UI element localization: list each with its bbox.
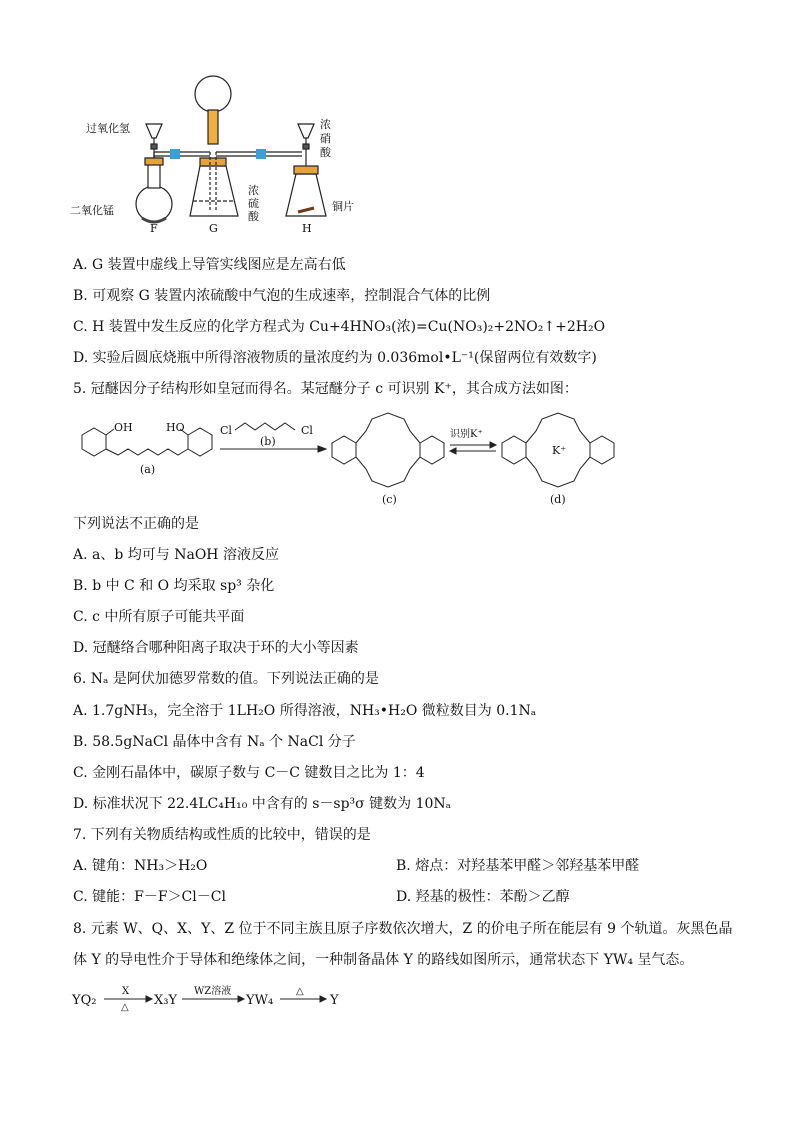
route-yq2: YQ₂	[72, 993, 97, 1008]
label-hno3-2: 硝	[320, 132, 331, 145]
q5-option-d: D. 冠醚络合哪种阳离子取决于环的大小等因素	[73, 640, 359, 656]
scheme-k-ion: K⁺	[552, 444, 567, 457]
apparatus-figure	[70, 66, 370, 236]
q5-stem: 5. 冠醚因分子结构形如皇冠而得名。某冠醚分子 c 可识别 K⁺，其合成方法如图：	[73, 381, 578, 397]
route-y: Y	[330, 993, 339, 1008]
q6-option-a: A. 1.7gNH₃，完全溶于 1LH₂O 所得溶液，NH₃•H₂O 微粒数目为 0.1Nₐ	[73, 703, 537, 719]
scheme-cl-1: Cl	[220, 424, 232, 437]
preparation-route	[70, 980, 370, 1014]
q6-option-c: C. 金刚石晶体中，碳原子数与 C－C 键数目之比为 1：4	[73, 765, 425, 781]
molecule-a	[82, 428, 212, 456]
q7-option-c: C. 键能：F－F＞Cl－Cl	[73, 889, 226, 905]
reagent-b	[235, 423, 295, 430]
q8-stem-line1: 8. 元素 W、Q、X、Y、Z 位于不同主族且原子序数依次增大，Z 的价电子所在能层有 9 个轨道。灰黑色晶	[73, 921, 733, 937]
q6-option-b: B. 58.5gNaCl 晶体中含有 Nₐ 个 NaCl 分子	[73, 734, 356, 750]
scheme-oh: OH	[114, 421, 133, 434]
label-G: G	[209, 222, 218, 235]
q4-option-d: D. 实验后圆底烧瓶中所得溶液物质的量浓度约为 0.036mol•L⁻¹(保留两位有效数字)	[73, 350, 597, 366]
tube-G-H	[216, 149, 302, 159]
route-yw4: YW₄	[246, 993, 274, 1008]
route-x-label: X	[122, 986, 130, 997]
q6-option-d: D. 标准状况下 22.4LC₄H₁₀ 中含有的 s－sp³σ 键数为 10Nₐ	[73, 796, 452, 812]
scheme-label-c: (c)	[382, 493, 397, 505]
scheme-label-d: (d)	[550, 493, 566, 505]
q4-option-a: A. G 装置中虚线上导管实线图应是左高右低	[73, 257, 346, 273]
label-h2so4-2: 硫	[248, 197, 259, 210]
route-delta-2: △	[296, 986, 304, 997]
q4-option-b: B. 可观察 G 装置内浓硫酸中气泡的生成速率，控制混合气体的比例	[73, 288, 491, 304]
arrow-c-to-d	[450, 442, 496, 454]
label-h2so4-1: 浓	[248, 184, 259, 197]
scheme-recognize: 识别K⁺	[450, 429, 483, 440]
route-wz-label: WZ溶液	[194, 986, 232, 997]
q8-stem-line2: 体 Y 的导电性介于导体和绝缘体之间，一种制备晶体 Y 的路线如图所示，通常状态下 YW₄ 呈气态。	[73, 952, 694, 968]
molecule-c	[332, 413, 444, 487]
q5-option-a: A. a、b 均可与 NaOH 溶液反应	[73, 547, 279, 563]
q5-option-b: B. b 中 C 和 O 均采取 sp³ 杂化	[73, 578, 275, 594]
label-F: F	[150, 222, 158, 235]
q4-option-c: C. H 装置中发生反应的化学方程式为 Cu+4HNO₃(浓)=Cu(NO₃)₂+2NO₂↑+2H₂O	[73, 319, 606, 335]
q6-stem: 6. Nₐ 是阿伏加德罗常数的值。下列说法正确的是	[73, 671, 379, 687]
crown-ether-scheme	[70, 405, 630, 505]
q7-stem: 7. 下列有关物质结构或性质的比较中，错误的是	[73, 827, 371, 843]
label-h2o2: 过氧化氢	[86, 122, 130, 135]
scheme-label-b: (b)	[260, 435, 276, 448]
label-hno3-1: 浓	[320, 118, 331, 131]
q5-question: 下列说法不正确的是	[73, 516, 199, 532]
q7-option-b: B. 熔点：对羟基苯甲醛＞邻羟基苯甲醛	[396, 858, 640, 874]
label-H: H	[302, 222, 312, 235]
scheme-label-a: (a)	[140, 463, 156, 476]
route-x3y: X₃Y	[154, 993, 178, 1008]
flask-G	[190, 76, 238, 216]
label-mno2: 二氧化锰	[70, 204, 114, 217]
flask-F	[136, 124, 172, 222]
q5-option-c: C. c 中所有原子可能共平面	[73, 609, 245, 625]
label-h2so4-3: 酸	[248, 210, 259, 223]
label-copper: 铜片	[332, 200, 354, 213]
scheme-cl-2: Cl	[301, 424, 313, 437]
scheme-ho: HO	[166, 421, 185, 434]
route-delta-1: △	[121, 1002, 129, 1013]
label-hno3-3: 酸	[320, 146, 331, 159]
q7-option-d: D. 羟基的极性：苯酚＞乙醇	[396, 889, 570, 905]
q7-option-a: A. 键角：NH₃＞H₂O	[73, 858, 208, 874]
